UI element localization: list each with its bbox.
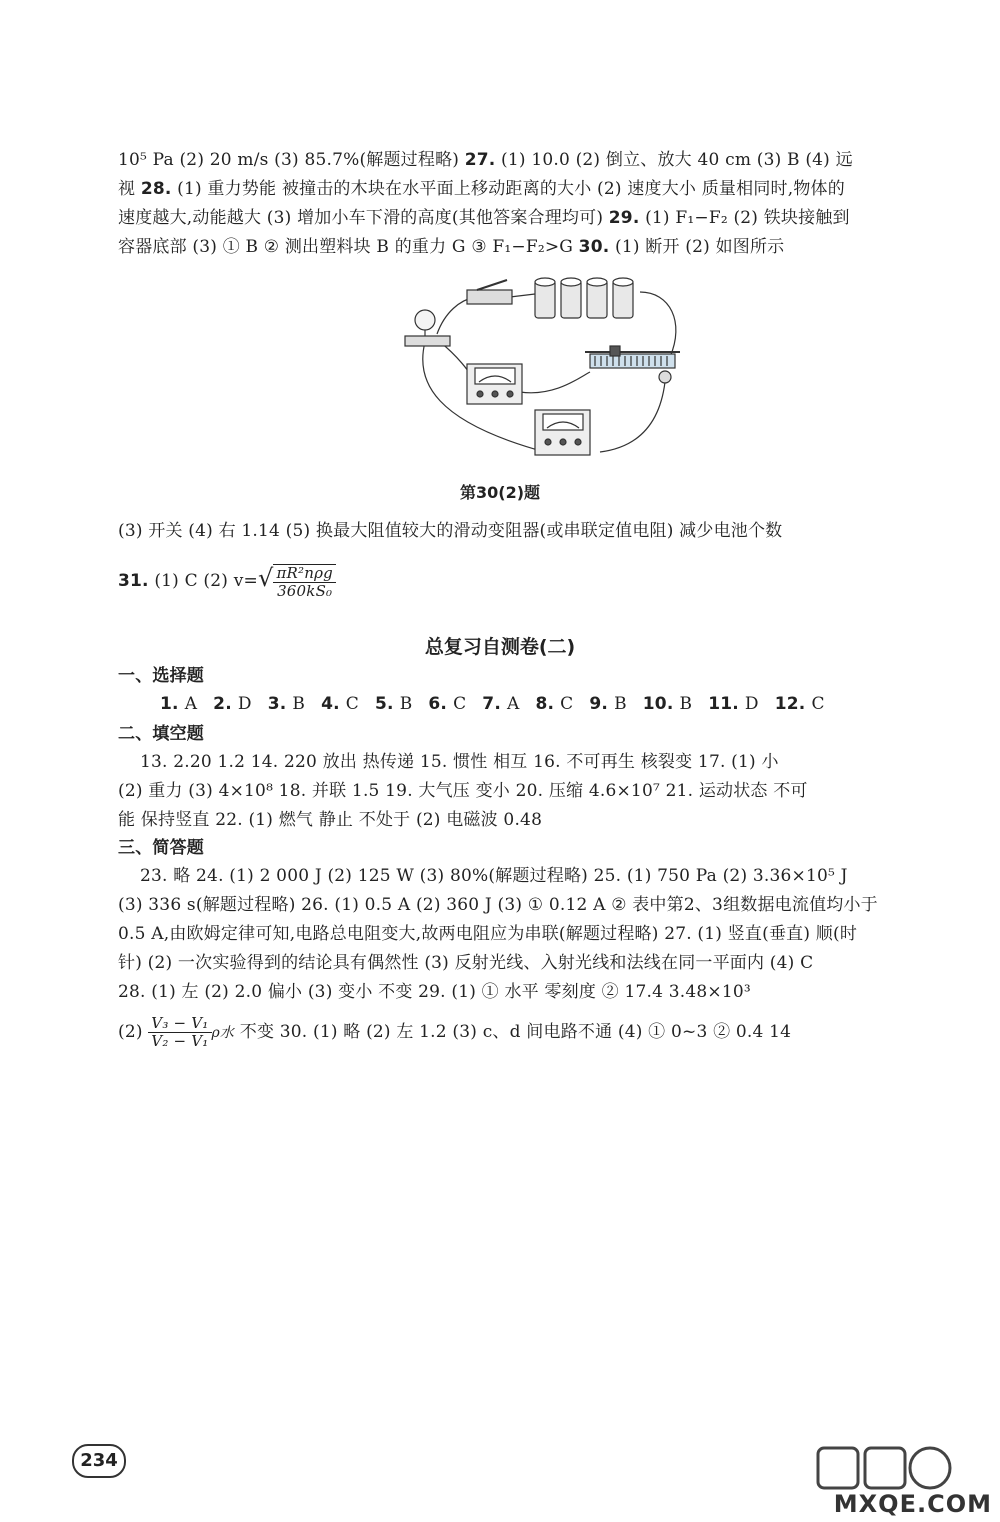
- choice-answer: B: [679, 694, 693, 714]
- density-fraction: $\frac{\text{V₃ − V₁}}{\text{V₂ − V₁}}$: [148, 1015, 211, 1050]
- page-number: 234: [72, 1444, 126, 1478]
- choice-number: 12.: [774, 694, 806, 714]
- sqrt-fraction: $\frac{\text{πR²nρg}}{\text{360kS₀}}$: [273, 564, 335, 600]
- question-number: 30.: [578, 237, 610, 257]
- question-number: 31.: [118, 571, 149, 591]
- choice-answer: A: [184, 694, 198, 714]
- choice-number: 2.: [213, 694, 232, 714]
- figure-caption: 第30(2)题: [459, 483, 541, 502]
- question-number: 28.: [140, 179, 172, 199]
- circuit-diagram: [395, 272, 695, 467]
- choice-answer: C: [560, 694, 574, 714]
- question-number: 27.: [464, 150, 496, 170]
- choice-number: 5.: [375, 694, 394, 714]
- section-title: 总复习自测卷(二): [424, 636, 576, 658]
- sqrt-sign: √: [257, 564, 274, 592]
- choice-answer: B: [614, 694, 627, 714]
- answer-line-4: 容器底部 (3) ① B ② 测出塑料块 B 的重力 G ③ F₁−F₂>G 30. (1) 断开 (2) 如图所示: [118, 237, 785, 257]
- choice-answer: C: [811, 694, 825, 714]
- fill-line-1: 13. 2.20 1.2 14. 220 放出 热传递 15. 惯性 相互 16. 不可再生 核裂变 17. (1) 小: [140, 752, 779, 772]
- choice-number: 4.: [321, 694, 340, 714]
- section-heading-fill: 二、填空题: [118, 724, 204, 744]
- choice-answers: [160, 690, 841, 718]
- answer-line-3: 速度越大,动能越大 (3) 增加小车下滑的高度(其他答案合理均可) 29. (1) F₁−F₂ (2) 铁块接触到: [118, 208, 850, 228]
- answer-line-29-30: (2) $\frac{\text{V₃ − V₁}}{\text{V₂ − V₁}}$ ρ水 不变 30. (1) 略 (2) 左 1.2 (3) c、d 间电路不通 (4) ① 0~3 ② 0.4 14: [118, 1014, 792, 1050]
- choice-number: 8.: [535, 694, 555, 714]
- choice-answer: D: [237, 694, 252, 714]
- choice-answer: B: [292, 694, 306, 714]
- fill-line-2: (2) 重力 (3) 4×10⁸ 18. 并联 1.5 19. 大气压 变小 20. 压缩 4.6×10⁷ 21. 运动状态 不可: [118, 781, 808, 801]
- choice-number: 9.: [589, 694, 609, 714]
- answer-line-23: 23. 略 24. (1) 2 000 J (2) 125 W (3) 80%(解题过程略) 25. (1) 750 Pa (2) 3.36×10⁵ J: [140, 866, 848, 886]
- choice-number: 11.: [708, 694, 739, 714]
- choice-answer: D: [744, 694, 759, 714]
- watermark-text: MXQE.COM: [833, 1490, 992, 1518]
- choice-answer: C: [345, 694, 359, 714]
- choice-number: 6.: [428, 694, 448, 714]
- answer-line-26b: 0.5 A,由欧姆定律可知,电路总电阻变大,故两电阻应为串联(解题过程略) 27. (1) 竖直(垂直) 顺(时: [118, 924, 858, 944]
- choice-number: 10.: [642, 694, 674, 714]
- answer-line-31: 31. (1) C (2) v=√ $\frac{\text{πR²nρg}}{\text{360kS₀}}$: [118, 560, 336, 600]
- answer-line-27: 针) (2) 一次实验得到的结论具有偶然性 (3) 反射光线、入射光线和法线在同一平面内 (4) C: [118, 953, 814, 973]
- choice-number: 1.: [160, 694, 179, 714]
- answer-line-26: (3) 336 s(解题过程略) 26. (1) 0.5 A (2) 360 J (3) ① 0.12 A ② 表中第2、3组数据电流值均小于: [118, 895, 878, 915]
- section-heading-answers: 三、简答题: [118, 838, 204, 858]
- answer-line-2: 视 28. (1) 重力势能 被撞击的木块在水平面上移动距离的大小 (2) 速度大小 质量相同时,物体的: [118, 179, 845, 199]
- fill-line-3: 能 保持竖直 22. (1) 燃气 静止 不处于 (2) 电磁波 0.48: [118, 810, 543, 830]
- choice-answer: C: [453, 694, 467, 714]
- answer-line-28: 28. (1) 左 (2) 2.0 偏小 (3) 变小 不变 29. (1) ① 水平 零刻度 ② 17.4 3.48×10³: [118, 982, 751, 1002]
- choice-number: 7.: [482, 694, 501, 714]
- answer-line-after-figure: (3) 开关 (4) 右 1.14 (5) 换最大阻值较大的滑动变阻器(或串联定值电阻) 减少电池个数: [118, 521, 783, 541]
- choice-answer: B: [399, 694, 413, 714]
- choice-answer: A: [506, 694, 520, 714]
- answer-line-1: 10⁵ Pa (2) 20 m/s (3) 85.7%(解题过程略) 27. (1) 10.0 (2) 倒立、放大 40 cm (3) B (4) 远: [118, 150, 853, 170]
- choice-number: 3.: [267, 694, 287, 714]
- question-number: 29.: [608, 208, 640, 228]
- section-heading-choice: 一、选择题: [118, 666, 204, 686]
